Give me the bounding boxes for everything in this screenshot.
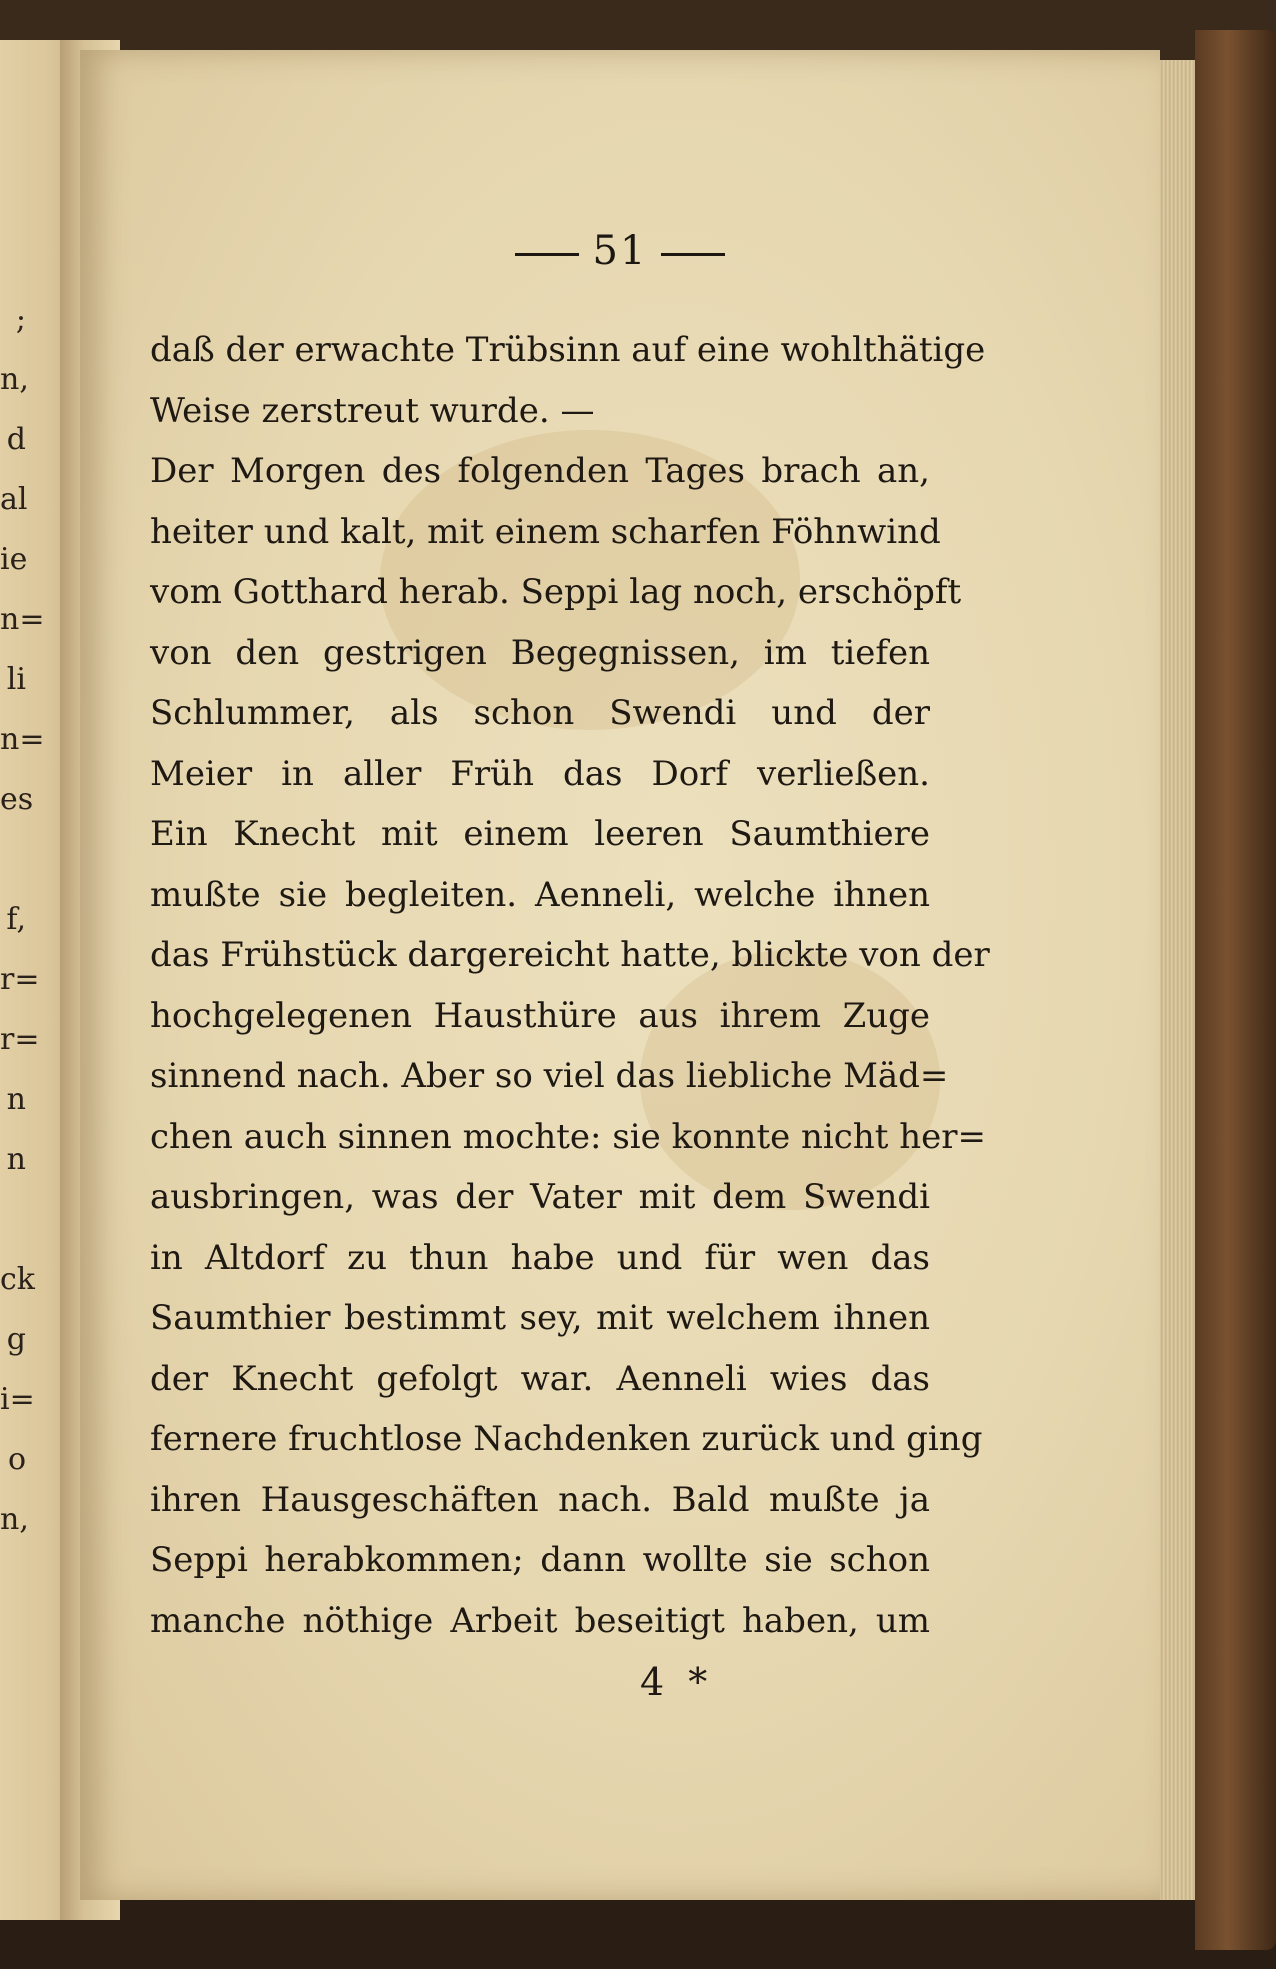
left-fragment: f,	[6, 902, 26, 937]
text-line: sinnend nach. Aber so viel das liebliche Mäd=	[150, 1056, 949, 1096]
text-line: Seppi herabkommen; dann wollte sie schon	[150, 1540, 930, 1580]
left-fragment: n=	[0, 602, 45, 637]
page-stack-edge	[1160, 60, 1200, 1900]
text-line: das Frühstück dargereicht hatte, blickte von der	[150, 935, 990, 975]
left-fragment: ck	[0, 1262, 35, 1297]
left-fragment: al	[0, 482, 28, 517]
left-fragment: g	[6, 1322, 26, 1357]
left-fragment: r=	[0, 1022, 40, 1057]
left-fragment	[0, 1190, 26, 1250]
left-page-text-fragments	[0, 290, 45, 1550]
text-line: Ein Knecht mit einem leeren Saumthiere	[150, 814, 930, 854]
text-line: von den gestrigen Begegnissen, im tiefen	[150, 632, 930, 673]
text-line: heiter und kalt, mit einem scharfen Föhnwind	[150, 511, 941, 552]
text-line: mußte sie begleiten. Aenneli, welche ihnen	[150, 874, 930, 915]
text-line: hochgelegenen Hausthüre aus ihrem Zuge	[150, 995, 930, 1036]
text-line: Meier in aller Früh das Dorf verließen.	[150, 753, 930, 794]
text-line: Der Morgen des folgenden Tages brach an,	[150, 451, 930, 491]
left-fragment: d	[6, 422, 26, 457]
text-line: Saumthier bestimmt sey, mit welchem ihnen	[150, 1298, 930, 1338]
text-line: vom Gotthard herab. Seppi lag noch, erschöpft	[150, 572, 962, 612]
left-fragment: r=	[0, 962, 40, 997]
page-header	[80, 228, 1160, 274]
left-fragment: n	[6, 1142, 26, 1177]
left-fragment: li	[6, 662, 26, 697]
text-line: ihren Hausgeschäften nach. Bald mußte ja	[150, 1479, 930, 1520]
left-fragment: n	[6, 1082, 26, 1117]
left-fragment: i=	[0, 1382, 35, 1417]
header-dash-left	[515, 253, 579, 256]
book-cover-edge	[1195, 30, 1276, 1950]
text-line: fernere fruchtlose Nachdenken zurück und ging	[150, 1419, 983, 1459]
text-line: chen auch sinnen mochte: sie konnte nicht her=	[150, 1116, 986, 1157]
text-line: der Knecht gefolgt war. Aenneli wies das	[150, 1358, 930, 1399]
left-fragment: n,	[0, 1502, 29, 1537]
left-fragment: es	[0, 782, 34, 817]
header-dash-right	[661, 253, 725, 256]
left-fragment: ie	[0, 542, 28, 577]
signature-mark: 4 *	[640, 1660, 714, 1704]
text-line: ausbringen, was der Vater mit dem Swendi	[150, 1177, 930, 1217]
left-fragment	[0, 830, 26, 890]
left-fragment: o	[7, 1442, 26, 1477]
left-fragment: n,	[0, 362, 29, 397]
left-fragment: n=	[0, 722, 45, 757]
text-line: Schlummer, als schon Swendi und der	[150, 693, 930, 733]
text-line: Weise zerstreut wurde. —	[150, 390, 595, 431]
left-fragment: ;	[15, 302, 26, 337]
text-line: manche nöthige Arbeit beseitigt haben, um	[150, 1600, 930, 1641]
page-number: 51	[592, 228, 648, 274]
text-line: daß der erwachte Trübsinn auf eine wohlthätige	[150, 330, 986, 370]
body-text	[150, 320, 990, 1651]
text-line: in Altdorf zu thun habe und für wen das	[150, 1237, 930, 1278]
